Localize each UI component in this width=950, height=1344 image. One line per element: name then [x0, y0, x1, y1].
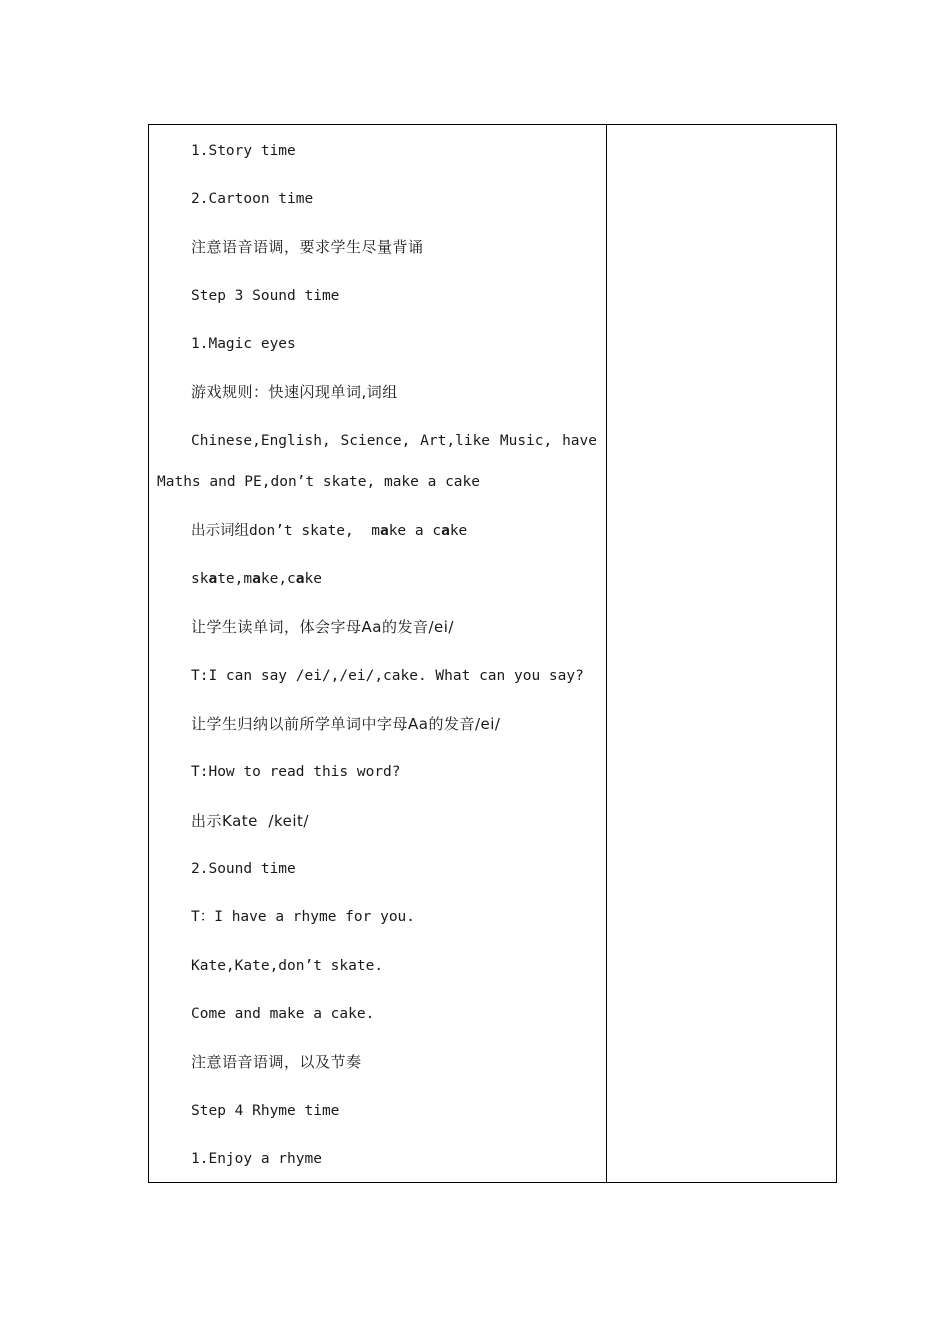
text-segment: sk [191, 571, 209, 587]
text-line [191, 569, 322, 589]
text-line: T:How to read this word? [191, 764, 401, 780]
text-line: 注意语音语调，以及节奏 [191, 1053, 362, 1071]
text-line: 注意语音语调，要求学生尽量背诵 [191, 238, 424, 256]
text-segment: ke [304, 571, 322, 587]
text-line: Step 3 Sound time [191, 288, 340, 304]
text-line: Come and make a cake. [191, 1006, 375, 1022]
text-line: T:I can say /ei/,/ei/,cake. What can you say? [191, 668, 584, 684]
notes-cell [607, 125, 836, 1182]
text-segment: ke [449, 523, 468, 539]
text-line: 2.Cartoon time [191, 191, 314, 207]
highlight-letter: a [295, 571, 305, 587]
text-segment: ke,c [260, 571, 296, 587]
text-segment: te,m [217, 571, 253, 587]
text-line: 游戏规则：快速闪现单词,词组 [191, 383, 398, 401]
text-line: T：I have a rhyme for you. [191, 909, 416, 925]
lesson-table [148, 124, 837, 1183]
text-line: Step 4 Rhyme time [191, 1103, 340, 1119]
word-list-paragraph: Chinese,English, Science, Art,like Music, have Maths and PE,don’t skate, make a cake [157, 433, 597, 490]
text-line: Kate,Kate,don’t skate. [191, 958, 384, 974]
highlight-letter: a [441, 523, 450, 539]
highlight-letter: a [379, 523, 389, 539]
text-line: 让学生归纳以前所学单词中字母Aa的发音/ei/ [191, 715, 501, 733]
text-line [191, 521, 467, 541]
text-line: 出示Kate /keit/ [191, 812, 309, 830]
text-segment: 出示词组don’t skate, m [191, 523, 380, 539]
text-line: 让学生读单词，体会字母Aa的发音/ei/ [191, 618, 454, 636]
text-line: 1.Enjoy a rhyme [191, 1151, 322, 1167]
highlight-letter: a [208, 571, 218, 587]
highlight-letter: a [252, 571, 261, 587]
text-line: 2.Sound time [191, 861, 296, 877]
text-line: 1.Magic eyes [191, 336, 296, 352]
text-line: 1.Story time [191, 143, 296, 159]
text-segment: ke a c [388, 523, 442, 539]
